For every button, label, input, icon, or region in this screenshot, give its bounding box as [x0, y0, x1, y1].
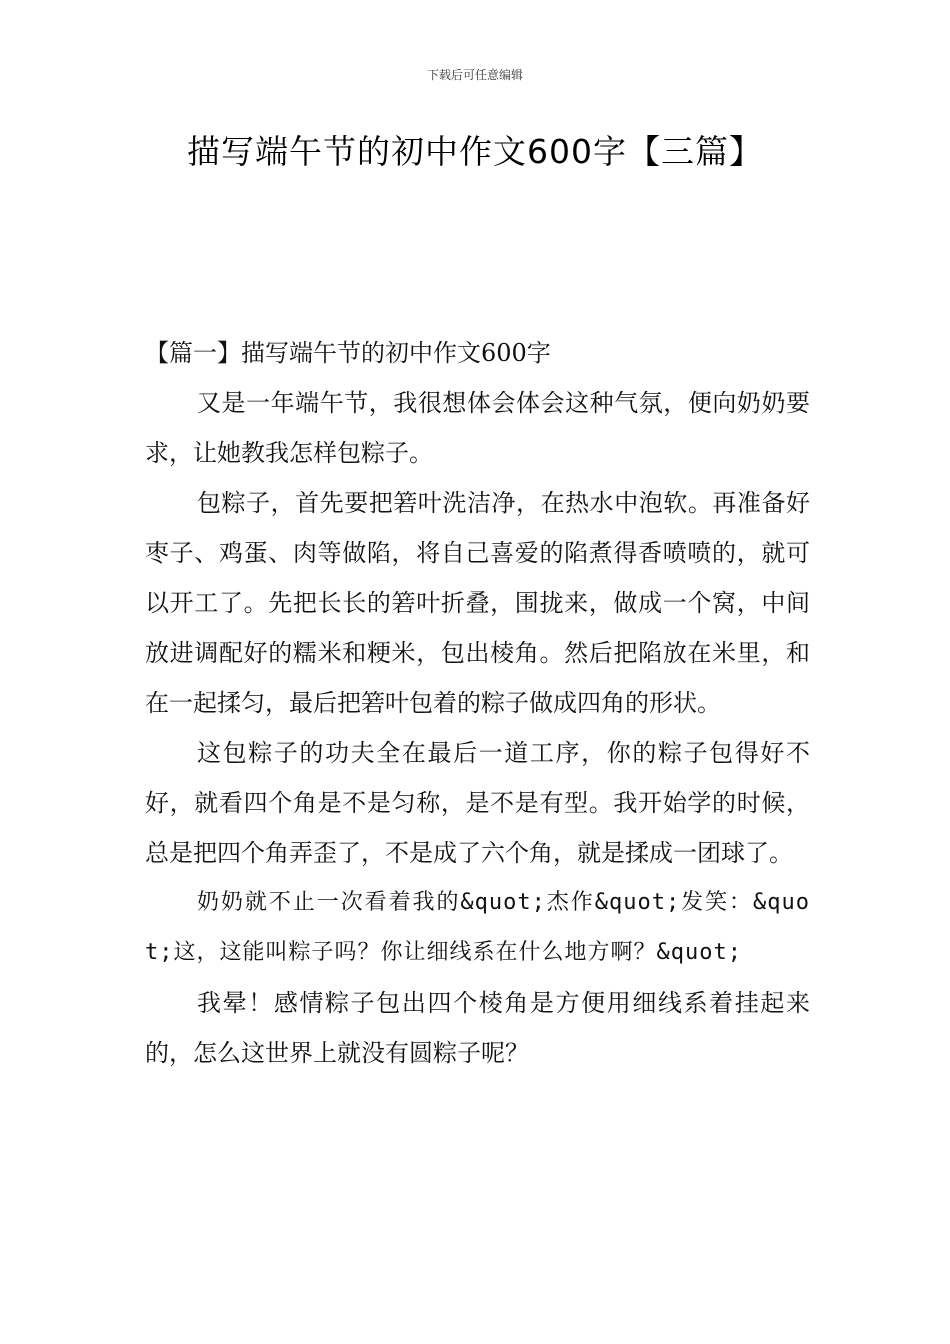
document-title: 描写端午节的初中作文600字【三篇】: [187, 132, 763, 171]
paragraph-1: 又是一年端午节，我很想体会体会这种气氛，便向奶奶要求，让她教我怎样包粽子。: [145, 389, 810, 467]
paragraph-5: 我晕！感情粽子包出四个棱角是方便用细线系着挂起来的，怎么这世界上就没有圆粽子呢？: [145, 989, 810, 1067]
paragraph-4: 奶奶就不止一次看着我的&quot;杰作&quot;发笑：&quot;这，这能叫粽子吗？你让细线系在什么地方啊？&quot;: [145, 890, 810, 965]
paragraph-3: 这包粽子的功夫全在最后一道工序，你的粽子包得好不好，就看四个角是不是匀称，是不是有型。我开始学的时候，总是把四个角弄歪了，不是成了六个角，就是揉成一团球了。: [145, 739, 810, 867]
document-body: [145, 328, 810, 1078]
section-heading: 【篇一】描写端午节的初中作文600字: [145, 339, 551, 367]
paragraph-2: 包粽子，首先要把箬叶洗洁净，在热水中泡软。再准备好枣子、鸡蛋、肉等做陷，将自己喜爱的陷煮得香喷喷的，就可以开工了。先把长长的箬叶折叠，围拢来，做成一个窝，中间放进调配好的糯米和粳米，包出棱角。然后把陷放在米里，和在一起揉匀，最后把箬叶包着的粽子做成四角的形状。: [145, 489, 810, 717]
header-note: 下载后可任意编辑: [426, 68, 523, 82]
